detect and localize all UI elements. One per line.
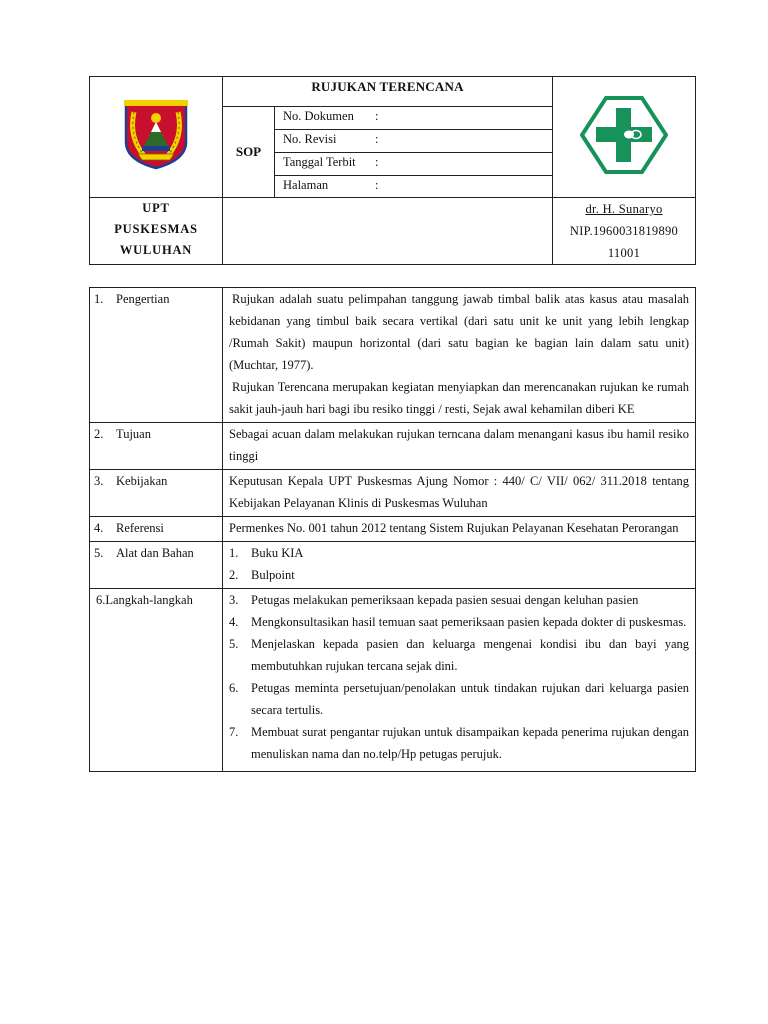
regency-emblem-cell	[90, 77, 223, 198]
list-item: 3. Petugas melakukan pemeriksaan kepada pasien sesuai dengan keluhan pasien	[229, 593, 639, 607]
org-line-2: PUSKESMAS	[114, 222, 198, 236]
row-value: Keputusan Kepala UPT Puskesmas Ajung Nomor : 440/ C/ VII/ 062/ 311.2018 tentang Kebijakan Pelayanan Klinis di Puskesmas Wuluhan	[223, 470, 696, 517]
paragraph: Rujukan adalah suatu pelimpahan tanggung jawab timbal balik atas kasus atau masalah kebidanan yang timbul baik secara vertikal (dari satu unit ke unit yang lebih lengkap /Rumah Sakit) maupun horizontal (dari satu bagian ke bagian lain dalam satu unit) (Muchtar, 1977).	[229, 292, 689, 372]
list-item: 5. Menjelaskan kepada pasien dan keluarga mengenai kondisi ibu dan bayi yang membutuhkan rujukan tercana sejak dini.	[229, 637, 689, 673]
org-line-3: WULUHAN	[119, 243, 193, 257]
row-referensi	[90, 517, 696, 542]
list-item: 7. Membuat surat pengantar rujukan untuk disampaikan kepada penerima rujukan dengan menuliskan nama dan no.telp/Hp petugas perujuk.	[229, 725, 689, 761]
row-langkah	[90, 589, 696, 772]
organization-name	[90, 198, 223, 265]
sop-content-table	[89, 287, 696, 772]
meta-page: Halaman :	[275, 176, 553, 198]
list-item: 2. Bulpoint	[229, 568, 295, 582]
row-pengertian	[90, 288, 696, 423]
list-item: 1. Buku KIA	[229, 546, 304, 560]
sop-header-table	[89, 76, 696, 265]
signatory-block	[553, 198, 696, 265]
blank-cell	[223, 198, 553, 265]
row-kebijakan	[90, 470, 696, 517]
meta-revision: No. Revisi :	[275, 130, 553, 153]
row-label: 4. Referensi	[90, 517, 223, 542]
list-item: 4. Mengkonsultasikan hasil temuan saat pemeriksaan pasien kepada dokter di puskesmas.	[229, 615, 687, 629]
row-label: 3. Kebijakan	[90, 470, 223, 517]
row-value: Permenkes No. 001 tahun 2012 tentang Sistem Rujukan Pelayanan Kesehatan Perorangan	[223, 517, 696, 542]
row-tujuan	[90, 423, 696, 470]
signatory-name: dr. H. Sunaryo	[585, 202, 663, 216]
list-item: 6. Petugas meminta persetujuan/penolakan untuk tindakan rujukan dari keluarga pasien secara tertulis.	[229, 681, 689, 717]
org-line-1: UPT	[142, 201, 170, 215]
row-value	[223, 288, 696, 423]
row-value: Sebagai acuan dalam melakukan rujukan terncana dalam menangani kasus ibu hamil resiko tinggi	[223, 423, 696, 470]
row-label: 2. Tujuan	[90, 423, 223, 470]
row-label: 1. Pengertian	[90, 288, 223, 423]
document-title: RUJUKAN TERENCANA	[223, 77, 553, 107]
puskesmas-logo-icon	[580, 96, 668, 174]
row-alat-bahan	[90, 542, 696, 589]
regency-emblem-icon	[120, 98, 192, 172]
row-value	[223, 542, 696, 589]
meta-doc-number: No. Dokumen :	[275, 107, 553, 130]
puskesmas-logo-cell	[553, 77, 696, 198]
signatory-nip-line-2: 11001	[607, 246, 641, 260]
sop-label: SOP	[223, 107, 275, 198]
meta-issue-date: Tanggal Terbit :	[275, 153, 553, 176]
signatory-nip-line-1: NIP.1960031819890	[569, 224, 679, 238]
paragraph: Rujukan Terencana merupakan kegiatan menyiapkan dan merencanakan rujukan ke rumah sakit jauh-jauh hari bagi ibu resiko tinggi / resti, Sejak awal kehamilan diberi KE	[229, 380, 689, 416]
row-value	[223, 589, 696, 772]
row-label: 6.Langkah-langkah	[90, 589, 223, 772]
row-label: 5. Alat dan Bahan	[90, 542, 223, 589]
